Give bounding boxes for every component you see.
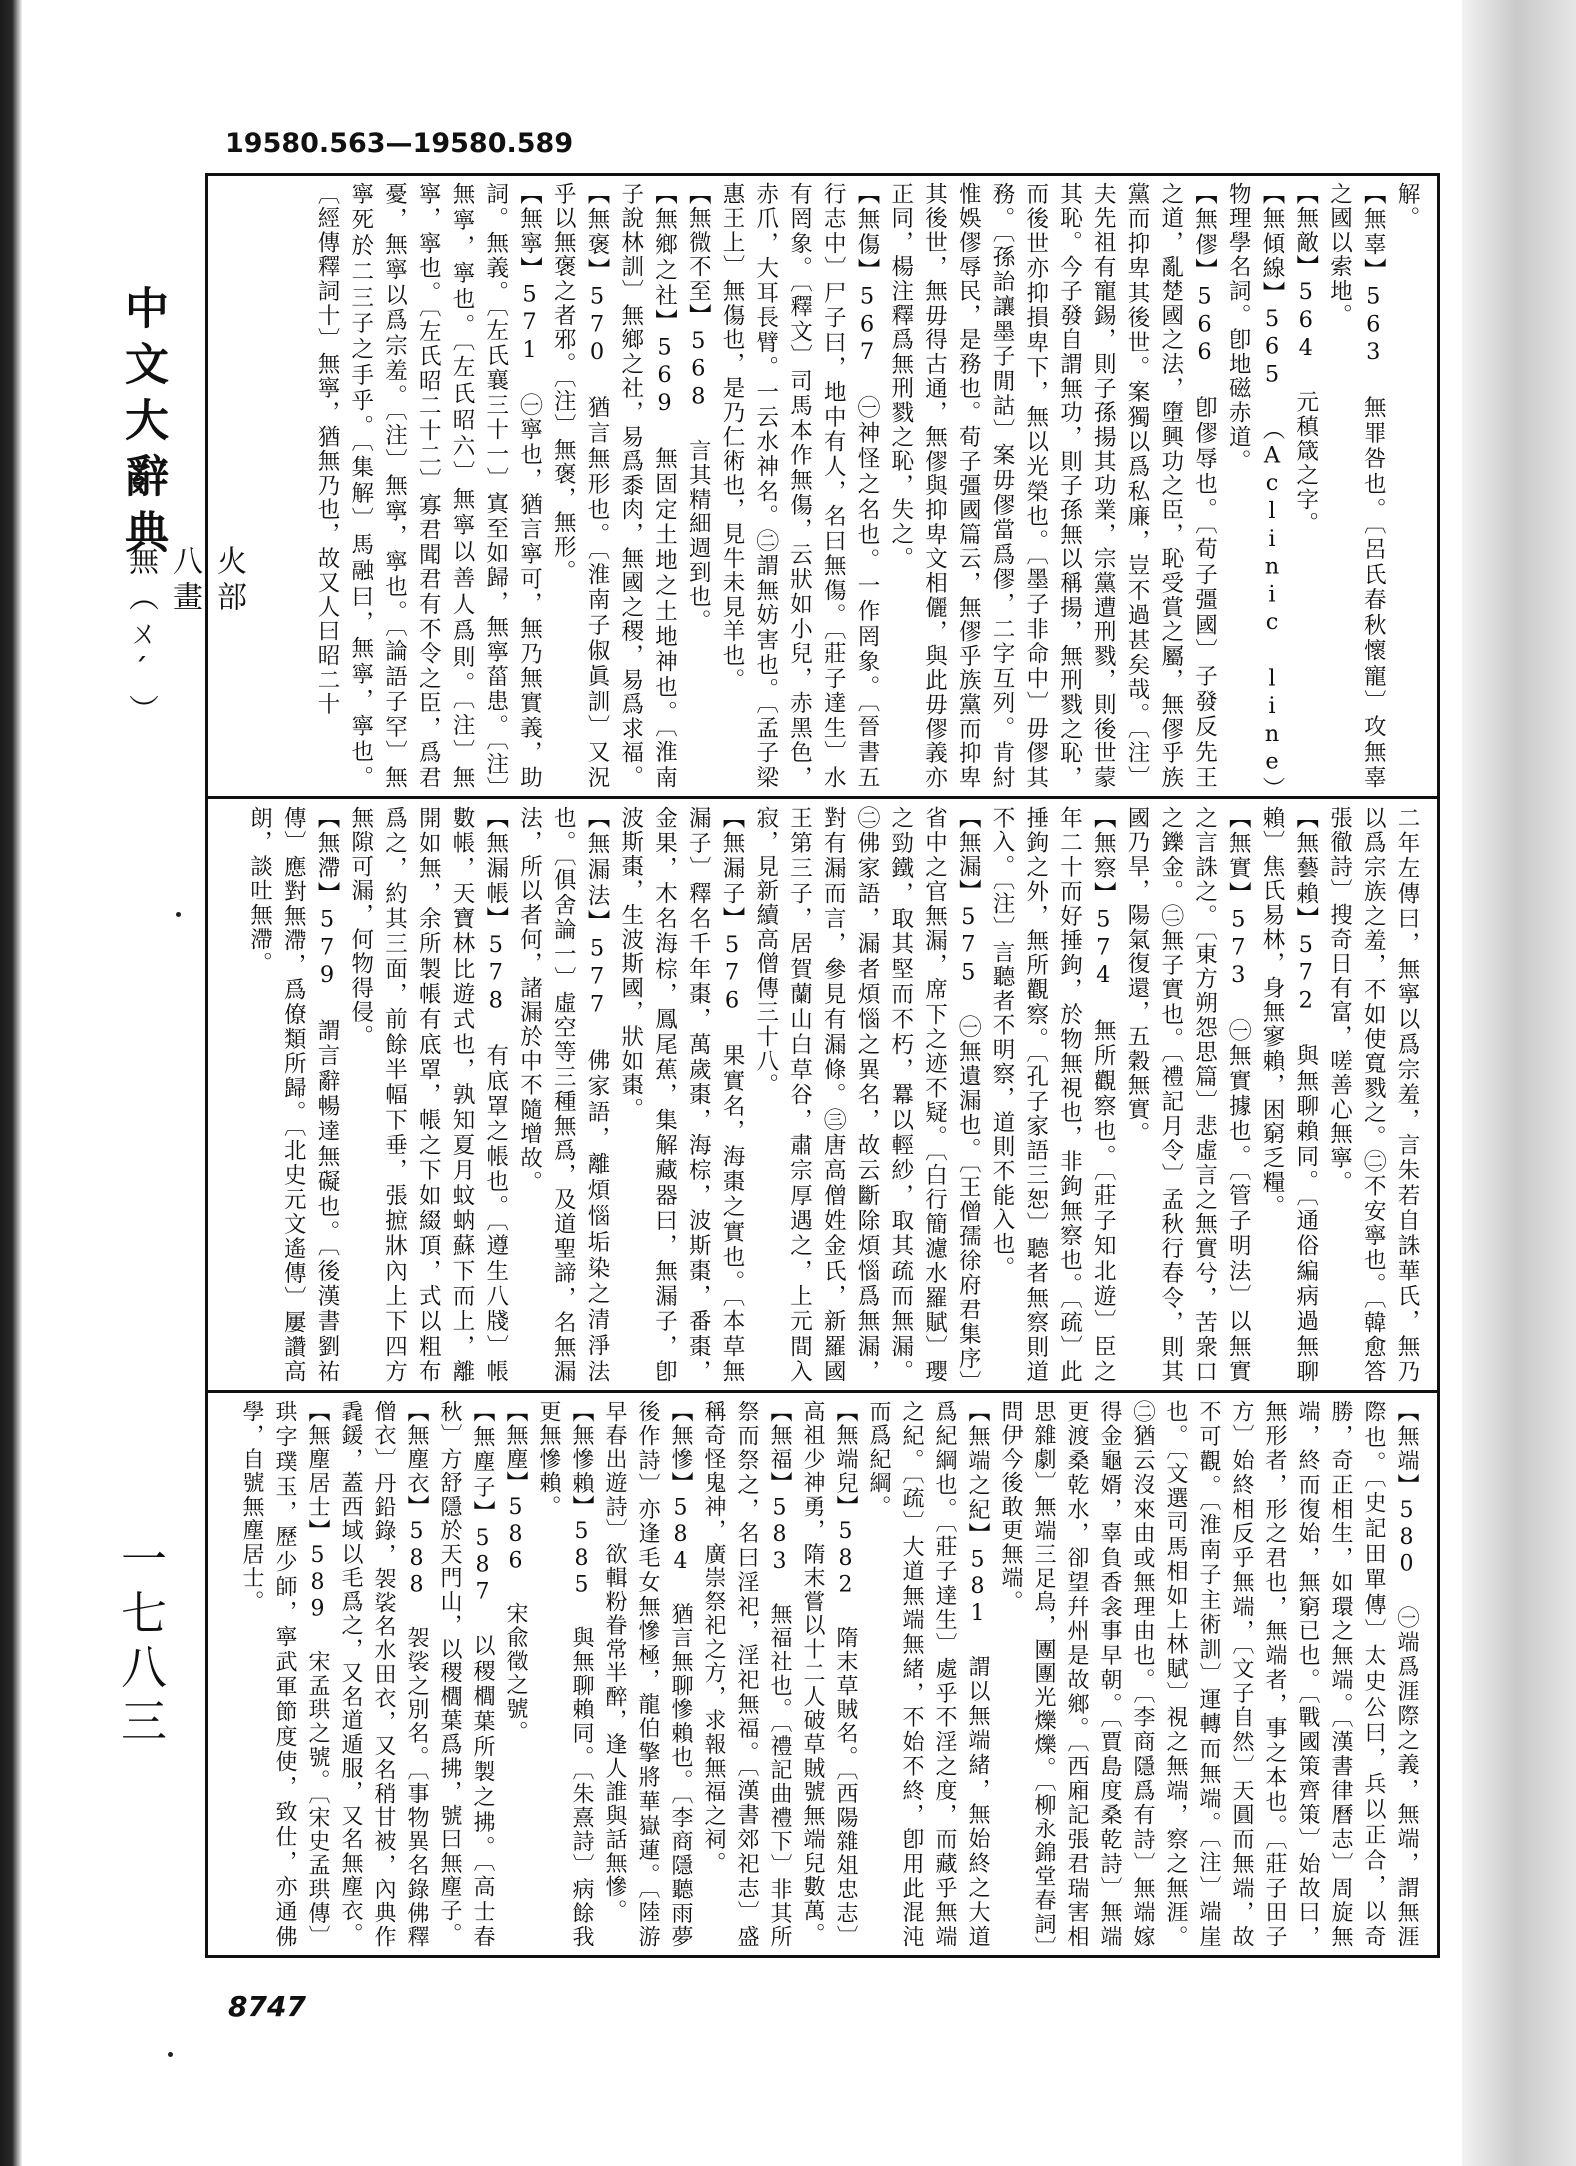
scan-page-edge [1462, 0, 1576, 2166]
entry: 【無端兒】582 隋末草賊名。〔西陽雜俎忠志〕高祖少神勇，隋末嘗以十二人破草賊號無端兒數萬。 [800, 1400, 858, 1949]
entry: 【無漏】575 ㊀無遺漏也。〔王僧孺徐府君集序〕省中之官無漏，席下之迹不疑。〔白行簡濾水羅賦〕瓔之勁鐵，取其堅而不朽，羃以輕紗，取其疏而無漏。㊁佛家語，漏者煩惱之異名，故云斷除煩惱爲無漏，對有漏而言，參見有漏條。㊂唐高僧姓金氏，新羅國王第三子，居賀蘭山白草谷，肅宗厚遇之，上元間入寂，見新續高僧傳三十八。 [752, 806, 982, 1384]
entry: 【無塵衣】588 袈裟之別名。〔事物異名錄佛釋僧衣〕丹鉛錄，袈裟名水田衣，又名稍甘被，內典作毳鍰，蓋西域以毛爲之，又名道遁服，又名無塵衣。 [338, 1400, 429, 1949]
entries-bottom [235, 1400, 1423, 1949]
entry: 【無褒】570 猶言無形也。〔淮南子俶眞訓〕又況乎以無褒之者邪。〔注〕無褒，無形。 [550, 182, 610, 790]
entry: 【無塵居士】589 宋孟珙之號。〔宋史孟珙傳〕珙字璞玉，歷少師，寧武軍節度使，致仕，亦通佛學，自號無塵居士。 [239, 1400, 330, 1949]
entry: 【無塵子】587 以稷櫚葉所製之拂。〔高士春秋〕方舒隱於天門山，以稷櫚葉爲拂，號曰無塵子。 [437, 1400, 495, 1949]
folio-number: 一七八三 [114, 1535, 168, 1751]
scan-gutter-shadow [0, 0, 22, 2166]
entry: 【無端之紀】581 謂以無端緒，無始終之大道爲紀綱也。〔莊子達生〕處乎不淫之度，而藏乎無端之紀。〔疏〕大道無端無緒，不始不終，卽用此混沌而爲紀綱。 [866, 1400, 990, 1949]
entry: 【無傷】567 ㊀神怪之名也。一作罔象。〔晉書五行志中〕尸子曰，地中有人，名曰無傷。〔莊子達生〕水有罔象。〔釋文〕司馬本作無傷，云狀如小兒，赤黑色，赤爪，大耳長臂。一云水神名。㊁謂無妨害也。〔孟子梁惠王上〕無傷也，是乃仁術也，見牛未見羊也。 [719, 182, 880, 790]
panel-divider [208, 1390, 1437, 1393]
entry: 二年左傳曰，無寧以爲宗羞，言朱若自誅華氏，無乃以爲宗族之羞，不如使寬戮之。㊁不安寧也。〔韓愈答張徹詩〕搜奇日有富，嗟善心無寧。 [1326, 806, 1420, 1384]
panel-divider [208, 796, 1437, 799]
entries-middle [242, 806, 1423, 1384]
entry: 【無塵】586 宋兪徵之號。 [503, 1400, 528, 1745]
entry: 【無藝賴】572 與無聊賴同。〔通俗編病過無聊賴〕焦氏易林，身無寥賴，困窮乏糧。 [1259, 806, 1319, 1384]
entry: 【無慘】584 猶言無聊慘賴也。〔李商隱聽雨夢後作詩〕亦逢毛女無慘極，龍伯擎將華嶽蓮。〔陸游早春出遊詩〕欲輯粉眷常半醉，逢人誰與話無慘。 [602, 1400, 693, 1949]
panel-middle [208, 800, 1437, 1390]
entry: 【無寧】571 ㊀寧也，猶言寧可，無乃無實義，助詞。無義。〔左氏襄三十一〕寘至如歸，無寧菑患。〔注〕無寧，寧也。〔左氏昭六〕無寧以善人爲則。〔注〕無寧，寧也。〔左氏昭二十二〕寡君聞君有不令之臣，爲君憂，無寧以爲宗羞。〔注〕無寧，寧也。〔論語子罕〕無寧死於二三子之手乎。〔集解〕馬融曰，無寧，寧也。〔經傳釋詞十〕無寧，猶無乃也，故又人曰昭二十 [314, 182, 543, 790]
panel-top [208, 176, 1437, 796]
entry: 【無福】583 無福社也。〔禮記曲禮下〕非其所祭而祭之，名曰淫祀，淫祀無福。〔漢書郊祀志〕盛稱奇怪鬼神，廣崇祭祀之方，求報無福之祠。 [701, 1400, 792, 1949]
print-speck [168, 2052, 173, 2057]
entry: 【無漏帳】578 有底罩之帳也。〔遵生八牋〕帳數帳，天寶林比遊式也，孰知夏月蚊蚋蘇下而上，離開如無，余所製帳有底罩，帳之下如綴頂，式以粗布爲之，約其三面，前餘半幅下垂，張摭牀內上下四方無隙可漏，何物得侵。 [347, 806, 509, 1384]
entry: 【無僇】566 卽僇辱也。〔荀子彊國〕子發反先王之道，亂楚國之法，墮興功之臣，恥受賞之屬，無僇乎族黨而抑卑其後世。案獨以爲私廉，豈不過甚矣哉。〔注〕夫先祖有寵錫，則子孫揚其功業，宗黨遭刑戮，則後世蒙其恥。今子發自謂無功，則子孫無以稱揚，無刑戮之恥，而後世亦抑損卑下，無以光榮也。〔墨子非命中〕毋僇其務。〔孫詒讓墨子閒詁〕案毋僇當爲僇，二字互列。肯紂惟娛僇辱民，是務也。荀子彊國篇云，無僇乎族黨而抑卑其後世，無毋得古通，無僇與抑卑文相儷，與此毋僇義亦正同，楊注釋爲無刑戮之恥，失之。 [887, 182, 1218, 790]
entry: 【無實】573 ㊀無實據也。〔管子明法〕以無實之言誅之。〔東方朔怨思篇〕悲虛言之無實兮，苦衆口之鑠金。㊁無子實也。〔禮記月令〕孟秋行春令，則其國乃旱，陽氣復還，五穀無實。 [1124, 806, 1252, 1384]
entry: 【無鄉之社】569 無固定土地之土地神也。〔淮南子說林訓〕無鄉之社，易爲黍肉，無國之稷，易爲求福。 [617, 182, 678, 790]
entry: 解。 [1394, 182, 1420, 231]
entry: 【無傾線】565 （Aclinic line）物理學名詞。卽地磁赤道。 [1225, 182, 1285, 790]
entries-top [309, 182, 1423, 790]
entry: 【無辜】563 無罪咎也。〔呂氏春秋懷寵〕攻無辜之國以索地。 [1326, 182, 1387, 790]
entry: 【無漏子】576 果實名，海棗之實也。〔本草無漏子〕釋名千年棗，萬歲棗，海棕，波斯棗，番棗，金果，木名海棕，鳳尾蕉，集解藏器曰，無漏子，卽波斯棗，生波斯國，狀如棗。 [617, 806, 745, 1384]
entry: 【無微不至】568 言其精細週到也。 [685, 182, 712, 634]
entry: 【無敵】564 元稹箴之字。 [1292, 182, 1319, 537]
section-strokes: 八畫 [167, 545, 202, 617]
dictionary-title: 中文大辭典 [117, 285, 168, 565]
entry: 【無漏法】577 佛家語，離煩惱垢染之清淨法也。〔俱舍論一〕虛空等三種無爲，及道聖諦，名無漏法，所以者何，諸漏於中不隨增故。 [516, 806, 610, 1384]
entry-range-header: 19580.563—19580.589 [225, 128, 574, 159]
entry: 【無慘賴】585 與無聊賴同。〔朱熹詩〕病餘我更無慘賴。 [536, 1400, 594, 1949]
page-number: 8747 [228, 1990, 306, 2023]
panel-bottom [208, 1394, 1437, 1955]
section-radical: 火部 [211, 545, 246, 617]
entry: 【無滯】579 謂言辭暢達無礙也。〔後漢書劉祐傳〕應對無滯，爲僚類所歸。〔北史元文遙傳〕屢讚高朗，談吐無滯。 [246, 806, 340, 1384]
section-character: 無（ㄨˊ） [123, 545, 158, 730]
entry: 【無端】580 ㊀端爲涯際之義，無端，謂無涯際也。〔史記田單傳〕太史公曰，兵以正合，以奇勝，奇正相生，如環之無端。〔漢書律曆志〕周旋無端，終而復始，無窮已也。〔戰國策齊策〕始故曰，無形者，形之君也，無端者，事之本也。〔莊子田子方〕始終相反乎無端，〔文子自然〕天圓而無端，故不可觀。〔淮南子主術訓〕運轉而無端。〔注〕端崖也。〔文選司馬相如上林賦〕視之無端，察之無涯。㊁猶云沒來由或無理由也。〔李商隱爲有詩〕無端嫁得金龜婿，辜負香衾事早朝。〔賈島度桑乾詩〕無端更渡桑乾水，卻望幷州是故鄉。〔西廂記張君瑞害相思雜劇〕無端三足烏，團團光爍爍。〔柳永錦堂春詞〕問伊今後敢更無端。 [998, 1400, 1419, 1949]
print-speck [176, 912, 181, 917]
entry: 【無察】574 無所觀察也。〔莊子知北遊〕臣之年二十而好捶鉤，於物無視也，非鉤無察也。〔疏〕此捶鉤之外，無所觀察。〔孔子家語三恕〕聽者無察則道不入。〔注〕言聽者不明察，道則不能入也。 [989, 806, 1117, 1384]
